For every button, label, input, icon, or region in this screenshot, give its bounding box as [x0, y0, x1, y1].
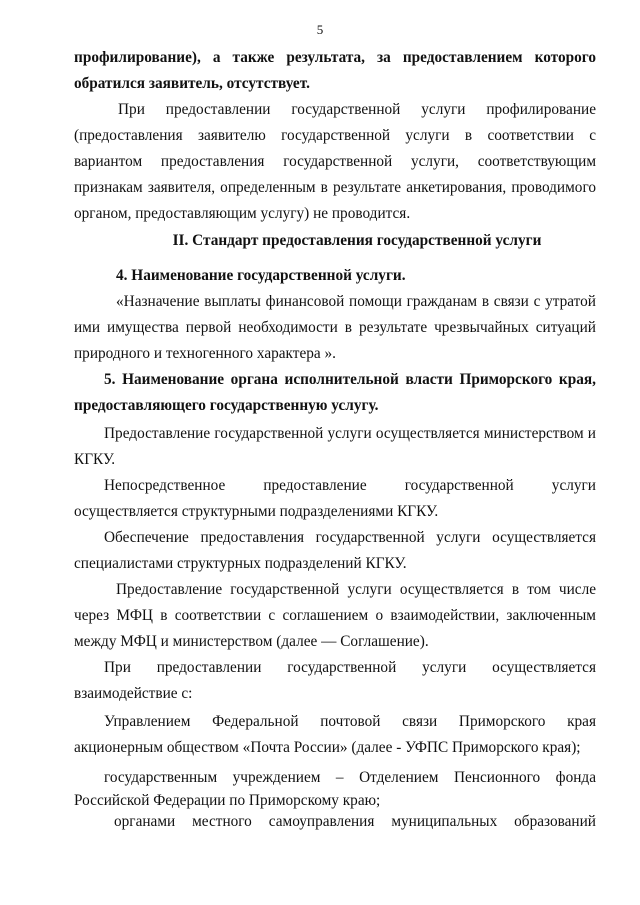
text-line: Российской Федерации по Приморскому краю; — [74, 792, 381, 809]
subsection-heading: 4. Наименование государственной услуги. — [116, 267, 406, 284]
subsection-heading: 5. Наименование органа исполнительной власти Приморского края, — [104, 371, 596, 388]
text-line: КГКУ. — [74, 451, 116, 468]
text-line: «Назначение выплаты финансовой помощи гражданам в связи с утратой — [116, 293, 596, 310]
text-line: При предоставлении государственной услуги осуществляется — [104, 659, 596, 676]
text-line: акционерным обществом «Почта России» (далее - УФПС Приморского края); — [74, 739, 581, 756]
text-line: вариантом предоставления государственной услуги, соответствующим — [74, 153, 596, 170]
text-line: признакам заявителя, определенным в результате анкетирования, проводимого — [74, 179, 596, 196]
text-line: взаимодействие с: — [74, 685, 193, 702]
section-heading: II. Стандарт предоставления государственной услуги — [172, 232, 542, 249]
text-line: природного и техногенного характера ». — [74, 345, 336, 362]
text-line: Предоставление государственной услуги осуществляется министерством и — [104, 425, 596, 442]
text-line: специалистами структурных подразделений КГКУ. — [74, 555, 407, 572]
page-number: 5 — [316, 22, 324, 37]
text-line: Обеспечение предоставления государственной услуги осуществляется — [104, 529, 596, 546]
text-line: При предоставлении государственной услуги профилирование — [118, 101, 596, 118]
text-line: Непосредственное предоставление государственной услуги — [104, 477, 596, 494]
text-line: органом, предоставляющим услугу) не проводится. — [74, 205, 411, 222]
text-line: Предоставление государственной услуги осуществляется в том числе — [116, 581, 596, 598]
text-line: между МФЦ и министерством (далее — Соглашение). — [74, 633, 429, 650]
text-line: органами местного самоуправления муниципальных образований — [114, 813, 596, 830]
text-line: ими имущества первой необходимости в результате чрезвычайных ситуаций — [74, 319, 596, 336]
text-line: Управлением Федеральной почтовой связи Приморского края — [104, 713, 596, 730]
text-line: осуществляется структурными подразделениями КГКУ. — [74, 503, 439, 520]
subsection-heading: предоставляющего государственную услугу. — [74, 397, 379, 414]
text-line: профилирование), а также результата, за предоставлением которого — [74, 49, 596, 66]
text-line: через МФЦ в соответствии с соглашением о взаимодействии, заключенным — [74, 607, 596, 624]
text-line: (предоставления заявителю государственной услуги в соответствии с — [74, 127, 596, 144]
text-line: государственным учреждением – Отделением Пенсионного фонда — [104, 769, 596, 786]
text-line: обратился заявитель, отсутствует. — [74, 75, 310, 92]
